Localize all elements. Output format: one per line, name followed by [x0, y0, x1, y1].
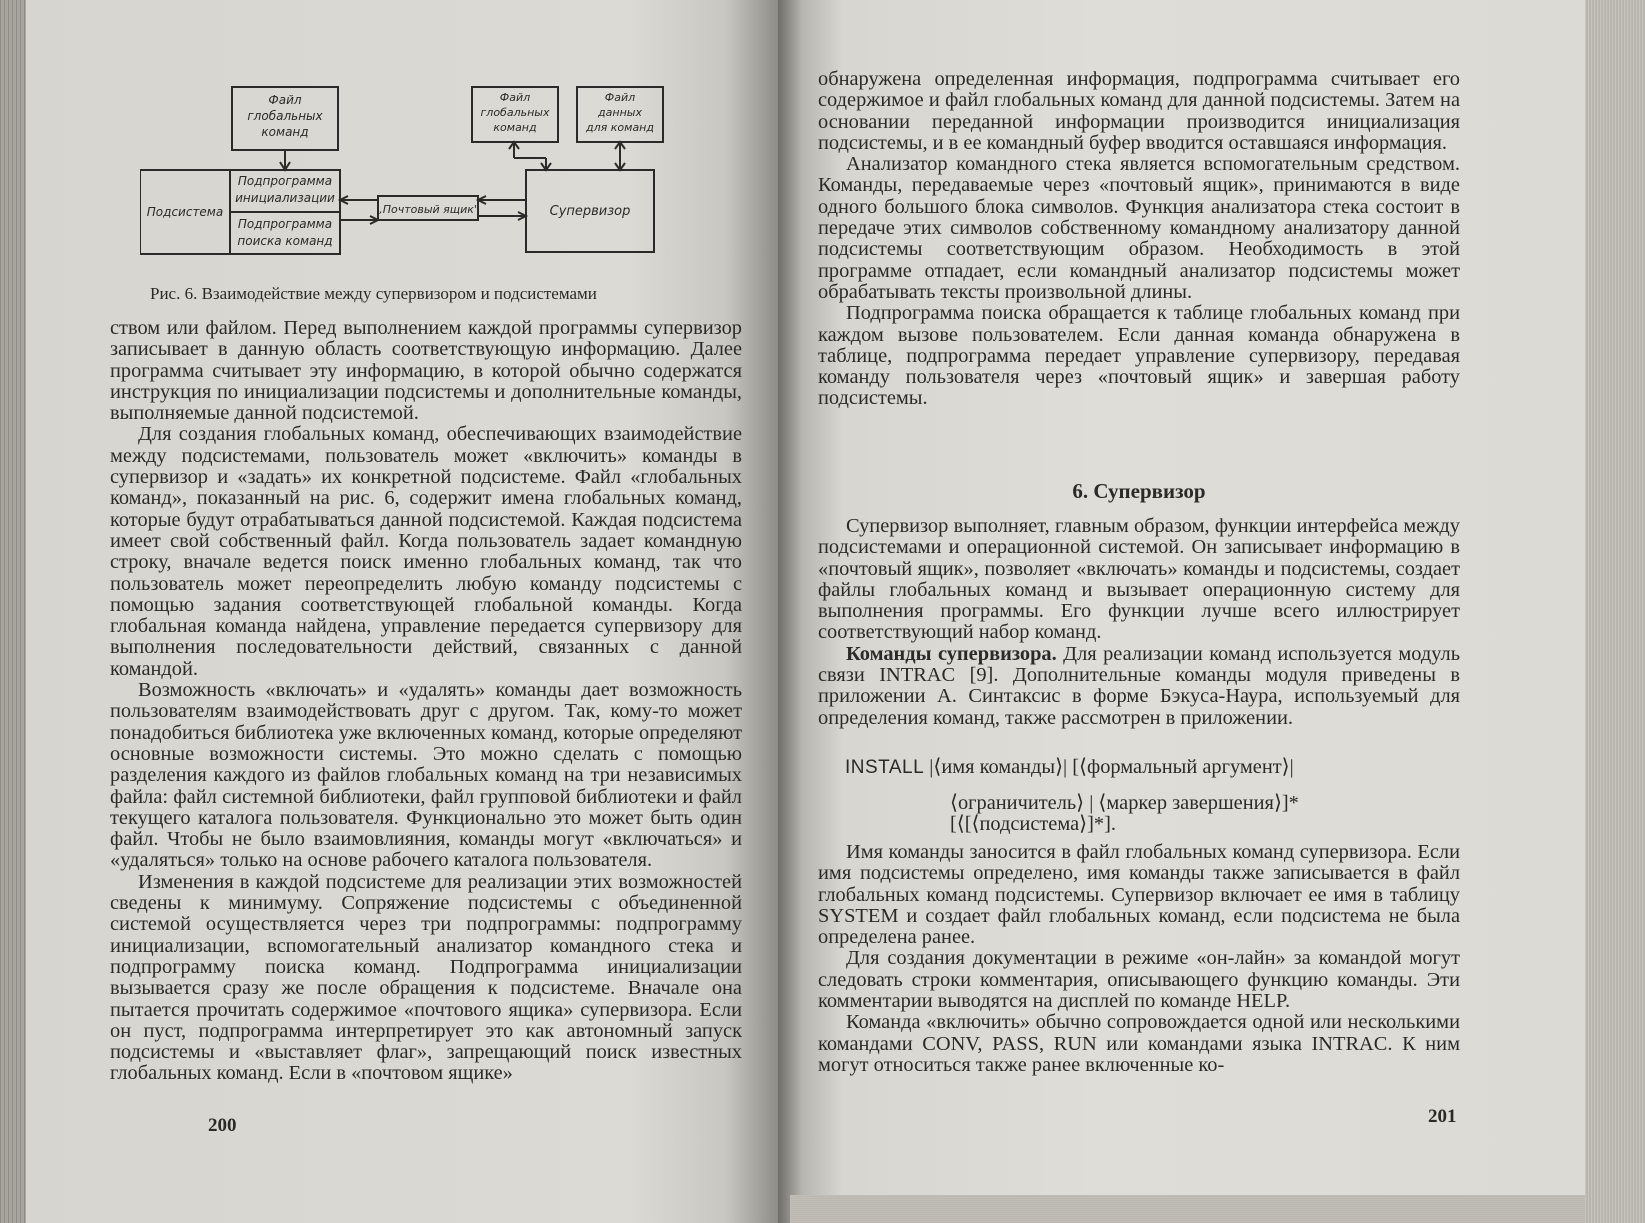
- paragraph: Возможность «включать» и «удалять» команды дает возможность пользователям взаимодействовать друг с другом. Так, кому-то может понадобиться библиотека уже включенных команд, которые определяют основные возможности системы. Это можно сделать с помощью разделения каждого из файлов глобальных команд на три независимых файла: файл системной библиотеки, файл групповой библиотеки и файл текущего каталога пользователя. Функционально это может быть один файл. Чтобы не было взаимовлияния, команды могут «включаться» и «удаляться» только на основе рабочего каталога пользователя.: [110, 679, 742, 872]
- search-routine-line2: поиска команд: [237, 234, 333, 248]
- paragraph: Супервизор выполняет, главным образом, функции интерфейса между подсистемами и операционной системой. Он записывает информацию в «почтовый ящик», позволяет «включать» команды и подсистемы, создает файлы глобальных команд и вызывает операционную систему для выполнения программы. Его функции лучше всего иллюстрирует соответствующий набор команд.: [818, 515, 1460, 644]
- paragraph: Для создания документации в режиме «он-лайн» за командой могут следовать строки комментария, описывающего функцию команды. Эти комментарии выводятся на дисплей по команде HELP.: [818, 947, 1460, 1013]
- paragraph: Подпрограмма поиска обращается к таблице глобальных команд при каждом вызове пользователем. Если данная команда обнаружена в таблице, подпрограмма передает управление супервизору, передавая команду пользователя через «почтовый ящик» и завершая работу подсистемы.: [818, 302, 1460, 410]
- page-number-right: 201: [1428, 1106, 1457, 1127]
- paragraph: обнаружена определенная информация, подпрограмма считывает его содержимое и файл глобальных команд для данной подсистемы. Затем на основании переданной информации производится инициализация подсистемы, и в ее командный буфер вводится оставшаяся информация.: [818, 68, 1460, 154]
- install-args-1: |⟨имя команды⟩| [⟨формальный аргумент⟩|: [929, 756, 1294, 778]
- page-number-left: 200: [208, 1115, 237, 1136]
- init-routine-line1: Подпрограмма: [237, 174, 333, 188]
- right-page-body-bottom: [818, 842, 1460, 1076]
- right-page-body-top: [818, 69, 1460, 410]
- install-keyword: INSTALL: [845, 757, 925, 778]
- paragraph: Изменения в каждой подсистеме для реализации этих возможностей сведены к минимуму. Сопряжение подсистемы с объединенной системой осуществляется через три подпрограммы: подпрограмму инициализации, вспомогательный анализатор командного стека и подпрограмму поиска команд. Подпрограмма инициализации вызывается сразу же после обращения к подсистеме. Вначале она пытается прочитать содержимое «почтового ящика» супервизора. Если он пуст, подпрограмма интерпретирует это как автономный запуск подсистемы и «выставляет флаг», запрещающий поиск известных глобальных команд. Если в «почтовом ящике»: [110, 870, 742, 1085]
- global-file-right-line2: глобальных: [480, 106, 550, 119]
- search-routine-line1: Подпрограмма: [237, 217, 333, 231]
- global-file-right-line3: команд: [493, 121, 537, 134]
- paragraph-commands: [818, 644, 1460, 729]
- page-stack-left-edge: [0, 0, 26, 1223]
- subsystem-label: Подсистема: [146, 205, 224, 219]
- paragraph: Для создания глобальных команд, обеспечивающих взаимодействие между подсистемами, пользователь может «включить» команды в супервизор и «задать» их конкретной подсистеме. Файл «глобальных команд», показанный на рис. 6, содержит имена глобальных команд, которые будут отрабатываться данной подсистемой. Каждая подсистема имеет свой собственный файл. Когда пользователь задает командную строку, вначале ведется поиск именно глобальных команд, так что пользователь может переопределить любую команду подсистемы с помощью задания соответствующей глобальной команды. Когда глобальная команда найдена, управление передается супервизору для выполнения последовательности действий, связанных с данной командой.: [110, 423, 742, 680]
- paragraph-text: Для реализации команд используется модуль связи INTRAC [9]. Дополнительные команды модуля приведены в приложении А. Синтаксис в форме Бэкуса-Наура, используемый для определения команд, также рассмотрен в приложении.: [818, 642, 1460, 729]
- init-routine-line2: инициализации: [235, 191, 335, 205]
- install-syntax-line1: [845, 757, 1487, 778]
- mailbox-label: „Почтовый ящик": [377, 203, 479, 216]
- figure-6-diagram: [140, 86, 700, 271]
- data-file-line2: данных: [598, 106, 642, 119]
- data-file-line3: для команд: [586, 121, 654, 134]
- bold-lead: Команды супервизора.: [846, 642, 1057, 665]
- global-file-left-line3: команд: [261, 125, 309, 139]
- page-stack-bottom-edge: [790, 1195, 1585, 1223]
- paragraph: Анализатор командного стека является вспомогательным средством. Команды, передаваемые через «почтовый ящик», принимаются в виде одного большого блока символов. Функция анализатора стека состоит в передаче этих символов собственному командному анализатору данной подсистемы соответствующим образом. Необходимость в этой программе отпадает, если командный анализатор подсистемы может обрабатывать тексты произвольной длины.: [818, 153, 1460, 303]
- data-file-line1: Файл: [604, 91, 636, 104]
- figure-caption: Рис. 6. Взаимодействие между супервизором и подсистемами: [150, 284, 597, 303]
- paragraph: ством или файлом. Перед выполнением каждой программы супервизор записывает в данную область соответствующую информацию. Далее программа считывает эту информацию, в которой обычно содержатся инструкция по инициализации подсистемы и дополнительные команды, выполняемые данной подсистемой.: [110, 317, 742, 425]
- page-stack-right-edge: [1585, 0, 1645, 1223]
- left-page-body: [110, 318, 742, 1085]
- install-syntax-line2: ⟨ограничитель⟩ | ⟨маркер завершения⟩]* [⟨[⟨подсистема⟩]*].: [950, 792, 1299, 836]
- global-file-left-line1: Файл: [268, 93, 302, 107]
- global-file-right-line1: Файл: [499, 91, 531, 104]
- paragraph: Команда «включить» обычно сопровождается одной или несколькими командами CONV, PASS, RUN или командами языка INTRAC. К ним могут относиться также ранее включенные ко-: [818, 1011, 1460, 1076]
- global-file-left-line2: глобальных: [247, 109, 323, 123]
- supervisor-label: Супервизор: [549, 204, 631, 219]
- right-page-body-middle: [818, 516, 1460, 729]
- paragraph: Имя команды заносится в файл глобальных команд супервизора. Если имя подсистемы определено, имя команды также записывается в файл глобальных команд подсистемы. Супервизор включает ее имя в таблицу SYSTEM и создает файл глобальных команд, если подсистема не была определена ранее.: [818, 841, 1460, 949]
- section-heading: 6. Супервизор: [1072, 479, 1206, 503]
